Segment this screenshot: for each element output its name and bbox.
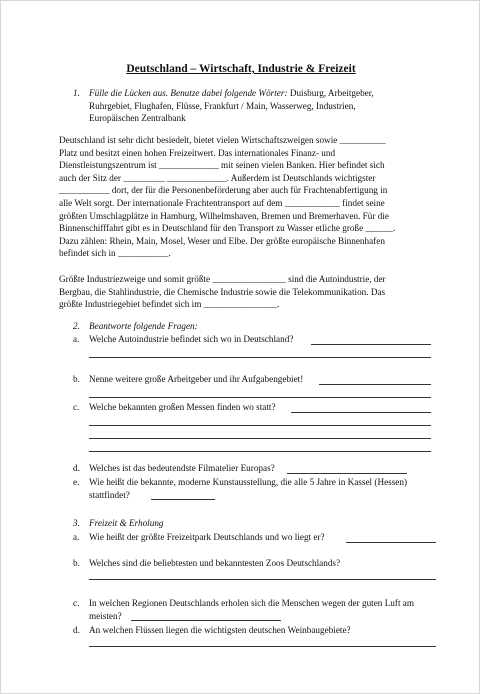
section1-number: 1. (73, 88, 80, 98)
question-letter: d. (73, 625, 80, 635)
paragraph-line: auch der Sitz der _________ _____________. Außerdem ist Deutschlands wichtigster (59, 172, 376, 183)
question-letter: c. (73, 402, 80, 412)
question-letter: a. (73, 334, 80, 344)
cloze-paragraph-2 (59, 273, 386, 311)
question-letter: b. (73, 558, 80, 568)
answer-line[interactable] (151, 499, 215, 500)
section3-heading: Freizeit & Erholung (89, 518, 164, 528)
paragraph-line: Bergbau, die Stahlindustrie, die Chemische Industrie sowie die Telekommunikation. Das (59, 286, 386, 297)
answer-line[interactable] (89, 451, 431, 452)
question-2c: Welche bekannten großen Messen finden wo statt? (89, 402, 276, 412)
answer-line[interactable] (89, 357, 431, 358)
instruction-text: Fülle die Lücken aus. Benutze dabei folgende Wörter: (89, 88, 288, 98)
question-letter: b. (73, 374, 80, 384)
question-2a: Welche Autoindustrie befindet sich wo in Deutschland? (89, 334, 294, 344)
answer-line[interactable] (89, 425, 431, 426)
answer-line[interactable] (311, 344, 431, 345)
answer-line[interactable] (89, 438, 431, 439)
answer-line[interactable] (346, 542, 436, 543)
question-2d: Welches ist das bedeutendste Filmatelier Europas? (89, 463, 275, 473)
answer-line[interactable] (319, 384, 431, 385)
paragraph-line: befindet sich in ___________. (59, 248, 171, 259)
paragraph-line: größten Umschlagplätze in Hamburg, Wilhelmshaven, Bremen und Bremerhaven. Für die (59, 210, 389, 221)
paragraph-line: Deutschland ist sehr dicht besiedelt, bietet vielen Wirtschaftszweigen sowie __________ (59, 135, 386, 145)
question-letter: c. (73, 598, 80, 608)
answer-line[interactable] (89, 579, 436, 580)
word-list-line3: Europäischen Zentralbank (89, 113, 186, 124)
answer-line[interactable] (291, 412, 431, 413)
question-3d: An welchen Flüssen liegen die wichtigsten deutschen Weinbaugebiete? (89, 625, 351, 635)
paragraph-line: Platz und besitzt einen hohen Freizeitwert. Das internationales Finanz- und (59, 147, 336, 158)
question-3b: Welches sind die beliebtesten und bekanntesten Zoos Deutschlands? (89, 558, 341, 568)
question-letter: d. (73, 463, 80, 473)
question-3a: Wie heißt der größte Freizeitpark Deutschlands und wo liegt er? (89, 532, 325, 542)
word-list-line2: Ruhrgebiet, Flughafen, Flüsse, Frankfurt / Main, Wasserweg, Industrien, (89, 100, 356, 111)
section2-number: 2. (73, 321, 80, 331)
question-3c: In welchen Regionen Deutschlands erholen sich die Menschen wegen der guten Luft am meisten? (89, 598, 415, 621)
page-title: Deutschland – Wirtschaft, Industrie & Freizeit (126, 63, 356, 75)
paragraph-line: ___________ dort, der für die Personenbeförderung aber auch für Frachtenabfertigung in (59, 185, 388, 196)
paragraph-line: Dienstleistungszentrum ist _____________ mit seinen vielen Banken. Hier befindet sich (59, 160, 385, 171)
section2-heading: Beantworte folgende Fragen: (89, 321, 198, 331)
paragraph-line: Größte Industriezweige und somit größte ________________ sind die Autoindustrie, der (59, 274, 386, 284)
answer-line[interactable] (287, 473, 407, 474)
answer-line[interactable] (89, 397, 431, 398)
paragraph-line: alle Welt sorgt. Der internationale Frachtentransport auf dem ____________ findet seine (59, 197, 385, 208)
section3-number: 3. (73, 518, 80, 528)
answer-line[interactable] (89, 646, 436, 647)
word-list-line1: Duisburg, Arbeitgeber, (287, 88, 374, 98)
answer-line[interactable] (131, 620, 281, 621)
question-2e: Wie heißt die bekannte, moderne Kunstausstellung, die alle 5 Jahre in Kassel (Hessen) stattfindet? (89, 477, 408, 500)
cloze-paragraph-1 (59, 134, 395, 260)
paragraph-line: Binnenschifffahrt gibt es in Deutschland für den Transport zu Wasser etliche große ______. (59, 223, 396, 234)
section1-instruction (89, 87, 374, 125)
question-letter: a. (73, 532, 80, 542)
question-letter: e. (73, 477, 80, 487)
question-2b: Nenne weitere große Arbeitgeber und ihr Aufgabengebiet! (89, 374, 304, 384)
paragraph-line: größte Industriegebiet befindet sich im ________________. (59, 299, 280, 310)
paragraph-line: Dazu zählen: Rhein, Main, Mosel, Weser und Elbe. Der größte europäische Binnenhafen (59, 235, 385, 246)
